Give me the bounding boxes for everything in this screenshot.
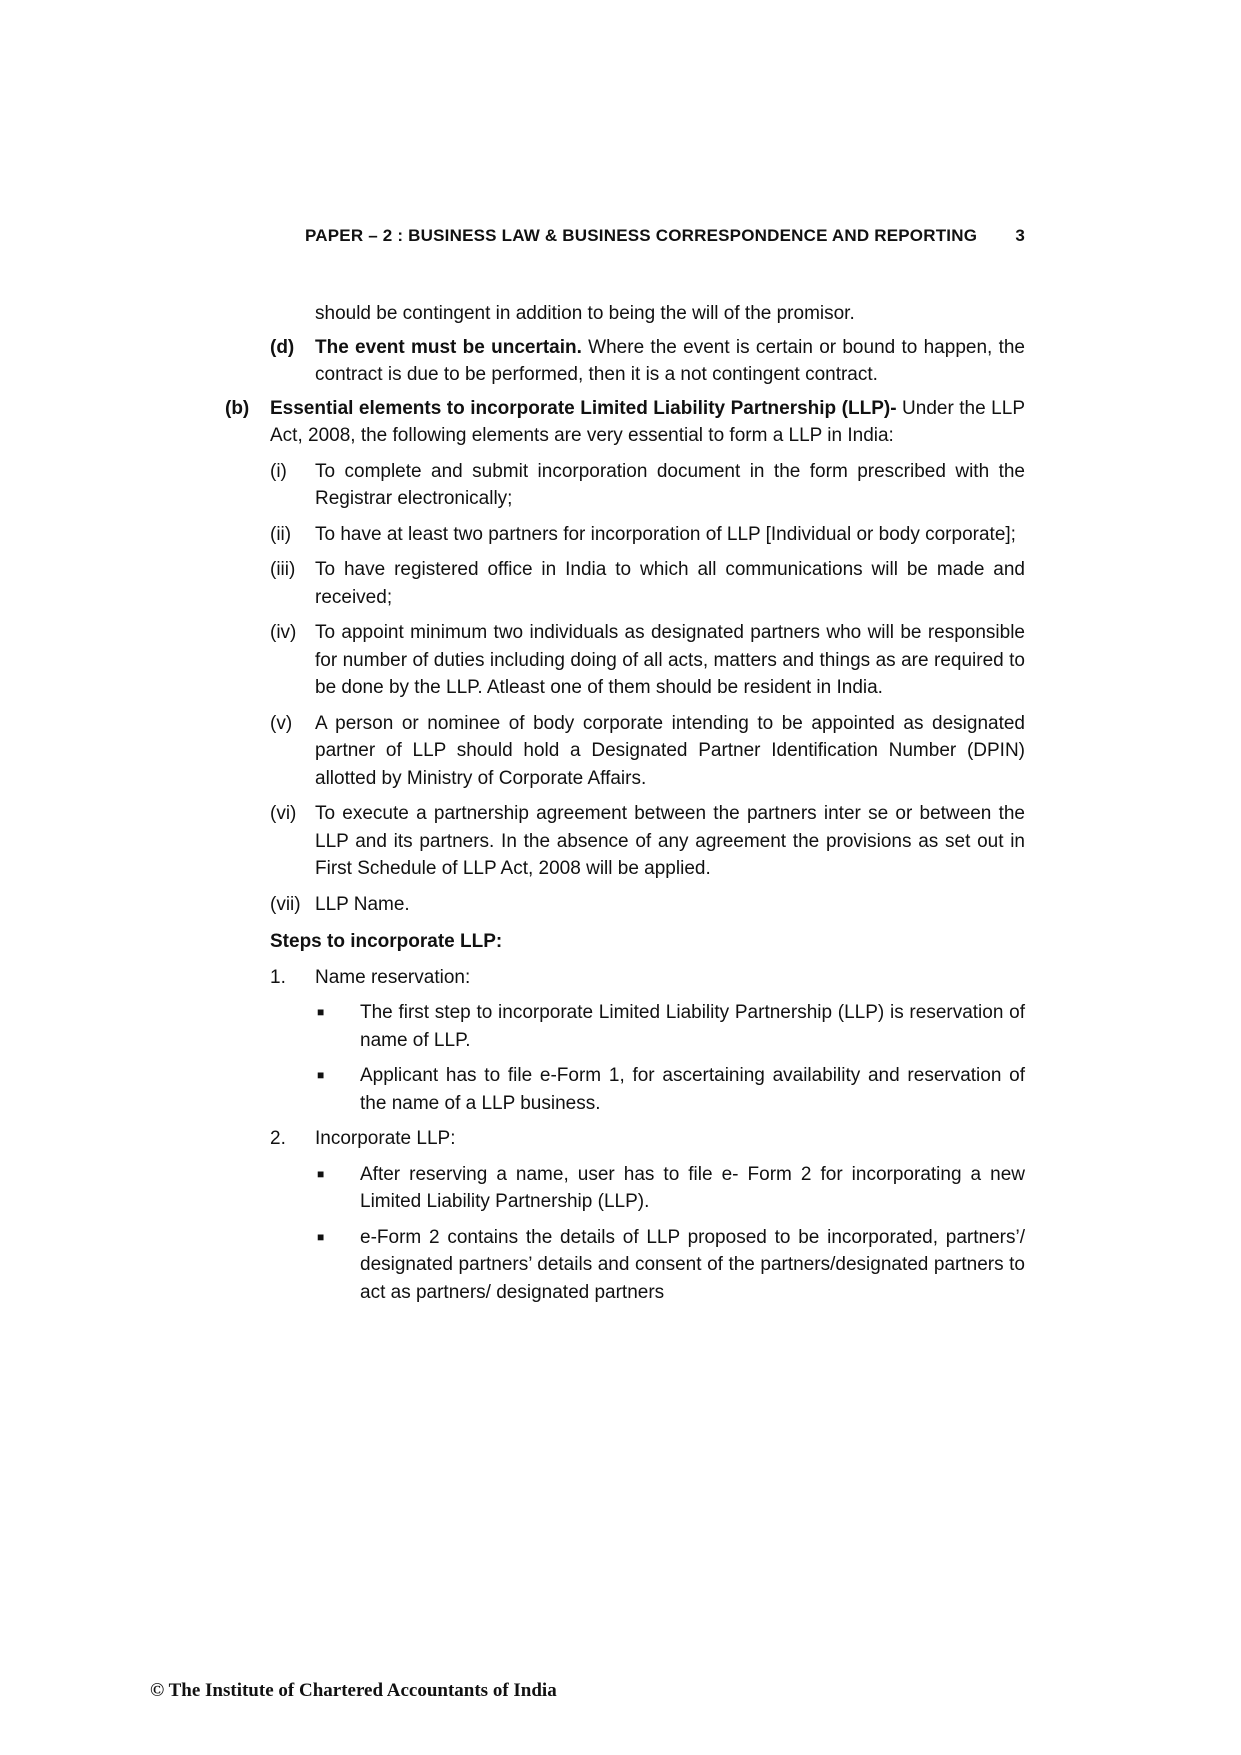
bullet-item	[225, 1062, 1025, 1117]
list-item-label: (vi)	[270, 803, 297, 824]
step-1-title: Name reservation:	[315, 966, 471, 988]
bullet-text: e-Form 2 contains the details of LLP proposed to be incorporated, partners’/ designated partners’ details and consent of the partners/designated partners to act as partners/ designated partners	[360, 1226, 1025, 1303]
list-item-text: LLP Name.	[315, 893, 410, 915]
list-item	[225, 556, 1025, 611]
section-b-bold: Essential elements to incorporate Limited Liability Partnership (LLP)-	[270, 397, 897, 419]
list-item	[225, 521, 1025, 549]
bullet-item	[225, 999, 1025, 1054]
step-2	[225, 1125, 1025, 1153]
step-1-label: 1.	[270, 966, 286, 988]
step-2-label: 2.	[270, 1128, 286, 1149]
section-b-label: (b)	[225, 397, 250, 419]
intro-continuation: should be contingent in addition to being the will of the promisor.	[315, 303, 855, 324]
point-d	[225, 334, 1025, 389]
list-item-text: To execute a partnership agreement between the partners inter se or between the LLP and its partners. In the absence of any agreement the provisions as set out in First Schedule of LLP Act, 2008 will be applied.	[315, 803, 1025, 879]
square-bullet-icon: ■	[317, 1068, 325, 1082]
bullet-item	[225, 1224, 1025, 1307]
list-item-label: (i)	[270, 460, 287, 482]
page-header	[305, 226, 1025, 246]
list-item-text: To have at least two partners for incorporation of LLP [Individual or body corporate];	[315, 523, 1016, 545]
square-bullet-icon: ■	[317, 1166, 325, 1181]
point-d-text: Where the event is certain or bound to happen, the contract is due to be performed, then it is a not contingent contract.	[315, 336, 1025, 385]
step-2-title: Incorporate LLP:	[315, 1128, 456, 1149]
list-item-label: (iii)	[270, 559, 296, 580]
point-d-label: (d)	[270, 336, 295, 358]
bullet-text: The first step to incorporate Limited Liability Partnership (LLP) is reservation of name of LLP.	[360, 1002, 1025, 1051]
step-1	[225, 964, 1025, 992]
steps-heading: Steps to incorporate LLP:	[270, 931, 503, 952]
bullet-text: After reserving a name, user has to file e- Form 2 for incorporating a new Limited Liability Partnership (LLP).	[360, 1163, 1025, 1212]
list-item-text: A person or nominee of body corporate intending to be appointed as designated partner of LLP should hold a Designated Partner Identification Number (DPIN) allotted by Ministry of Corporate Affairs.	[315, 712, 1025, 789]
page-content	[225, 300, 1025, 1306]
bullet-item	[225, 1161, 1025, 1216]
list-item-text: To appoint minimum two individuals as designated partners who will be responsible for number of duties including doing of all acts, matters and things as are required to be done by the LLP. Atleast one of them should be resident in India.	[315, 622, 1025, 698]
list-item-label: (ii)	[270, 523, 292, 545]
list-item	[225, 891, 1025, 919]
page-number: 3	[1015, 226, 1025, 245]
section-b	[225, 395, 1025, 450]
list-item	[225, 458, 1025, 513]
list-item	[225, 710, 1025, 793]
square-bullet-icon: ■	[317, 1005, 325, 1019]
list-item-label: (iv)	[270, 622, 297, 643]
list-item-text: To complete and submit incorporation document in the form prescribed with the Registrar electronically;	[315, 460, 1025, 509]
list-item-text: To have registered office in India to which all communications will be made and received;	[315, 559, 1025, 608]
list-item-label: (vii)	[270, 893, 301, 915]
list-item-label: (v)	[270, 712, 293, 734]
square-bullet-icon: ■	[317, 1229, 325, 1244]
section-b-text: Under the LLP Act, 2008, the following elements are very essential to form a LLP in India:	[270, 397, 1025, 446]
bullet-text: Applicant has to file e-Form 1, for ascertaining availability and reservation of the name of a LLP business.	[360, 1065, 1025, 1114]
list-item	[225, 800, 1025, 883]
page-footer: © The Institute of Chartered Accountants of India	[150, 1680, 557, 1701]
header-title: PAPER – 2 : BUSINESS LAW & BUSINESS CORRESPONDENCE AND REPORTING	[305, 226, 978, 245]
point-d-bold: The event must be uncertain.	[315, 336, 582, 358]
list-item	[225, 619, 1025, 702]
